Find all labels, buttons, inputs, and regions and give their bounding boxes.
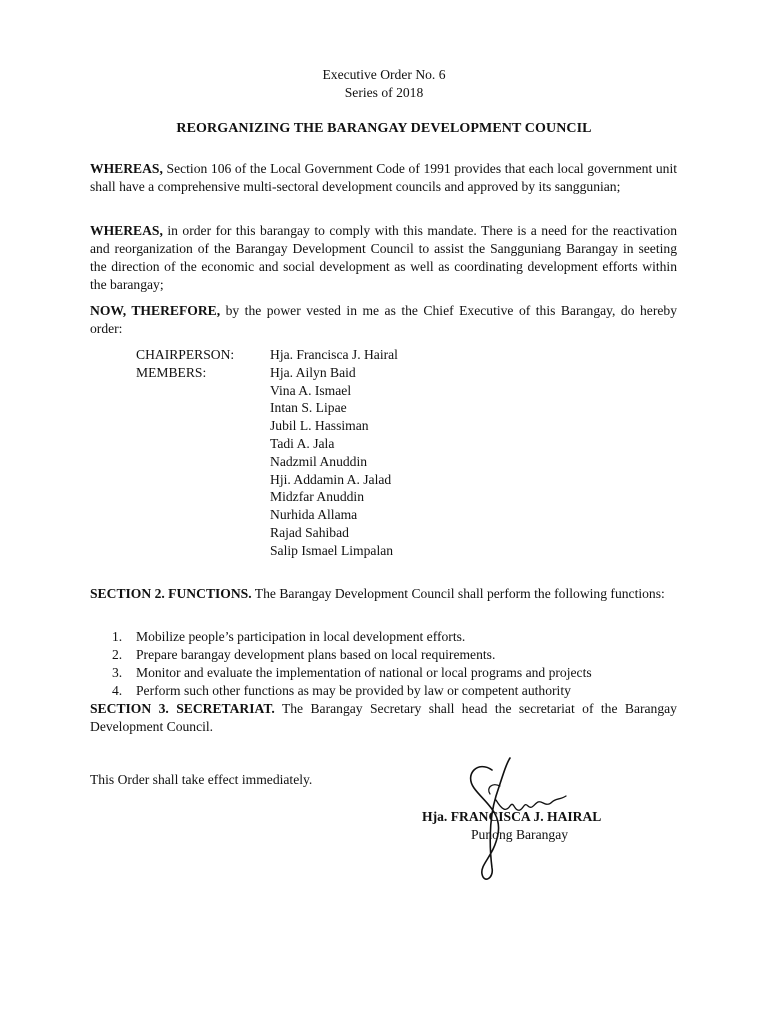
signatory-name: Hja. FRANCISCA J. HAIRAL: [422, 809, 602, 824]
function-item: [112, 664, 592, 682]
members-row: [136, 364, 398, 560]
section-3-lead: SECTION 3. SECRETARIAT.: [90, 701, 275, 716]
council-roster: [136, 346, 398, 560]
whereas-lead: WHEREAS,: [90, 223, 163, 238]
function-item: [112, 646, 592, 664]
members-list: [270, 364, 393, 560]
whereas-clause-2: [90, 222, 677, 294]
member-name: Nadzmil Anuddin: [270, 453, 368, 469]
section-2-lead: SECTION 2. FUNCTIONS.: [90, 586, 252, 601]
function-number: 4.: [112, 683, 123, 698]
effectivity-clause: This Order shall take effect immediately.: [90, 772, 313, 787]
members-label: MEMBERS:: [136, 364, 207, 380]
function-item: [112, 682, 592, 700]
member-name: Jubil L. Hassiman: [270, 418, 369, 434]
member-name: Nurhida Allama: [270, 507, 358, 523]
function-text: Perform such other functions as may be provided by law or competent authority: [136, 683, 571, 698]
member-name: Salip Ismael Limpalan: [270, 542, 394, 558]
chairperson-name: Hja. Francisca J. Hairal: [270, 347, 398, 362]
whereas-lead: WHEREAS,: [90, 161, 163, 176]
function-text: Prepare barangay development plans based on local requirements.: [136, 647, 496, 662]
member-name: Rajad Sahibad: [270, 524, 349, 540]
chairperson-label: CHAIRPERSON:: [136, 347, 235, 362]
therefore-clause: [90, 302, 677, 338]
document-title: REORGANIZING THE BARANGAY DEVELOPMENT COUNCIL: [176, 121, 592, 136]
functions-list: [112, 628, 592, 700]
member-name: Hja. Ailyn Baid: [270, 364, 356, 380]
function-number: 2.: [112, 647, 123, 662]
member-name: Hji. Addamin A. Jalad: [270, 471, 392, 487]
member-name: Midzfar Anuddin: [270, 489, 365, 505]
function-number: 1.: [112, 629, 123, 644]
section-2-functions: [90, 585, 677, 603]
function-text: Monitor and evaluate the implementation of national or local programs and projects: [136, 665, 592, 680]
whereas-text: Section 106 of the Local Government Code of 1991 provides that each local government unit shall have a comprehensive multi-sectoral development councils and approved by its sanggunian;: [90, 161, 677, 194]
order-number: Executive Order No. 6: [322, 67, 446, 82]
function-item: [112, 628, 592, 646]
signatory-title: Punong Barangay: [471, 827, 569, 842]
member-name: Intan S. Lipae: [270, 400, 347, 416]
chair-row: [136, 346, 398, 364]
function-text: Mobilize people’s participation in local development efforts.: [136, 629, 466, 644]
section-2-text: The Barangay Development Council shall perform the following functions:: [251, 586, 665, 601]
therefore-text: by the power vested in me as the Chief Executive of this Barangay, do hereby order:: [90, 303, 677, 336]
order-series: Series of 2018: [344, 85, 424, 100]
member-name: Tadi A. Jala: [270, 435, 335, 451]
section-3-text: The Barangay Secretary shall head the secretariat of the Barangay Development Council.: [90, 701, 677, 734]
therefore-lead: NOW, THEREFORE,: [90, 303, 221, 318]
whereas-clause-1: [90, 160, 677, 196]
function-number: 3.: [112, 665, 123, 680]
member-name: Vina A. Ismael: [270, 382, 352, 398]
whereas-text: in order for this barangay to comply with this mandate. There is a need for the reactivation and reorganization of the Barangay Development Council to assist the Sangguniang Barangay in seeting the direction of the economic and social development as well as coordinating development efforts within the barangay;: [90, 223, 677, 292]
section-3-secretariat: [90, 700, 677, 736]
